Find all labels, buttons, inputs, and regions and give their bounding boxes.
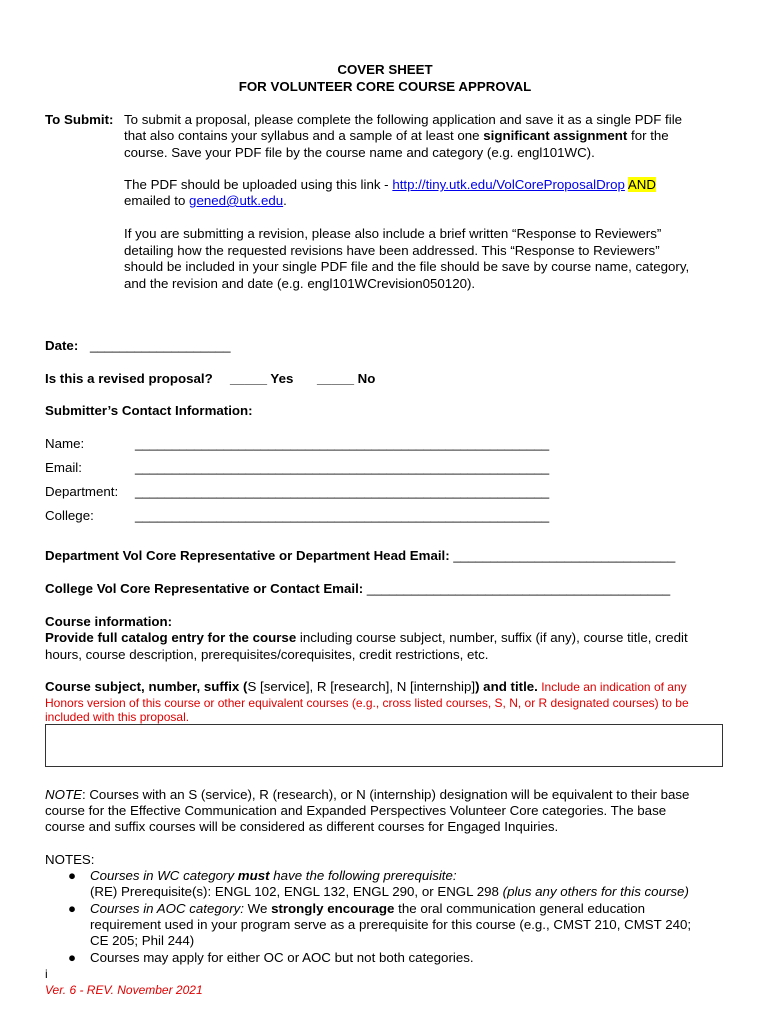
revised-yes-option[interactable]: _____ Yes — [230, 371, 294, 386]
notes-item1-line1 — [90, 868, 457, 884]
notes-item2-line1 — [90, 901, 645, 917]
submit-p2-line2 — [124, 193, 287, 209]
submit-p3-line2: detailing how the requested revisions have been addressed. This “Response to Reviewers” — [124, 243, 660, 258]
course-subject-designations: S [service], R [research], N [internship] — [247, 679, 476, 694]
notes-item2-we: We — [243, 901, 272, 916]
course-subject-bold: Course subject, number, suffix ( — [45, 679, 248, 694]
college-label: College: — [45, 508, 94, 523]
and-highlight: AND — [627, 177, 656, 192]
revised-no-option[interactable]: _____ No — [317, 371, 376, 386]
course-subject-title-bold: ) and title. — [475, 679, 538, 694]
college-rep-row — [45, 581, 670, 597]
bullet-icon: ● — [68, 901, 77, 916]
honors-note-line3: included with this proposal. — [45, 710, 190, 724]
submit-p1-line2-text: that also contains your syllabus and a sample of at least one — [124, 128, 484, 143]
email-field[interactable]: ________________________________________________________ — [135, 460, 550, 475]
emailed-to-period: . — [283, 193, 287, 208]
catalog-rest-text: including course subject, number, suffix (if any), course title, credit — [296, 630, 688, 645]
course-subject-line1 — [45, 679, 687, 695]
gened-email-link[interactable]: gened@utk.edu — [189, 193, 284, 208]
notes-item2-line3: CE 205; Phil 244) — [90, 933, 195, 948]
department-field[interactable]: ________________________________________________________ — [135, 484, 550, 499]
notes-item1-line2 — [90, 884, 689, 900]
notes-item2-category: Courses in AOC category: — [90, 901, 244, 916]
notes-item2-strongly-encourage: strongly encourage — [271, 901, 395, 916]
revised-proposal-label: Is this a revised proposal? — [45, 371, 213, 386]
version-footer: Ver. 6 - REV. November 2021 — [45, 983, 203, 997]
title-line-2: FOR VOLUNTEER CORE COURSE APPROVAL — [238, 79, 532, 94]
notes-item2-tail: the oral communication general education — [394, 901, 646, 916]
department-label: Department: — [45, 484, 119, 499]
dept-rep-row — [45, 548, 675, 564]
emailed-to-text: emailed to — [124, 193, 190, 208]
name-label: Name: — [45, 436, 85, 451]
bullet-icon: ● — [68, 868, 77, 883]
note-label: NOTE — [45, 787, 82, 802]
to-submit-label: To Submit: — [45, 112, 114, 127]
notes-item1-tail: have the following prerequisite: — [269, 868, 457, 883]
honors-note-line2: Honors version of this course or other equivalent courses (e.g., cross listed courses, S, N, or R designated courses) to be — [45, 696, 689, 710]
notes-item1-prereqs: (RE) Prerequisite(s): ENGL 102, ENGL 132, ENGL 290, or ENGL 298 — [90, 884, 503, 899]
notes-item2-line2: requirement used in your program serve as a prerequisite for this course (e.g., CMST 210, CMST 240; — [90, 917, 692, 932]
date-field[interactable]: ___________________ — [90, 338, 231, 353]
note-line3: course and suffix courses will be considered as different courses for Engaged Inquiries. — [45, 819, 559, 834]
catalog-line1 — [45, 630, 688, 646]
submit-p1-line2-tail: for the — [627, 128, 669, 143]
submit-p1-line1: To submit a proposal, please complete the following application and save it as a single PDF file — [124, 112, 683, 127]
submit-p3-line1: If you are submitting a revision, please also include a brief written “Response to Reviewers” — [124, 226, 662, 241]
catalog-bold-text: Provide full catalog entry for the course — [45, 630, 297, 645]
note-line1-text: : Courses with an S (service), R (research), or N (internship) designation will be equivalent to their base — [81, 787, 690, 802]
email-label: Email: — [45, 460, 82, 475]
submit-p1-line2 — [124, 128, 669, 144]
submit-p2-line1 — [124, 177, 656, 193]
dept-rep-label: Department Vol Core Representative or Department Head Email: — [45, 548, 454, 563]
significant-assignment-text: significant assignment — [483, 128, 628, 143]
date-label: Date: — [45, 338, 79, 353]
course-info-heading: Course information: — [45, 614, 173, 629]
upload-link[interactable]: http://tiny.utk.edu/VolCoreProposalDrop — [392, 177, 625, 192]
college-field[interactable]: ________________________________________________________ — [135, 508, 550, 523]
name-field[interactable]: ________________________________________________________ — [135, 436, 550, 451]
upload-instruction-text: The PDF should be uploaded using this link - — [124, 177, 393, 192]
submit-p1-line3: course. Save your PDF file by the course name and category (e.g. engl101WC). — [124, 145, 595, 160]
dept-rep-email-field[interactable]: ______________________________ — [453, 548, 676, 563]
honors-note-red: Include an indication of any — [537, 680, 687, 694]
note-line2: course for the Effective Communication and Expanded Perspectives Volunteer Core categories. The base — [45, 803, 667, 818]
course-subject-input-box[interactable] — [45, 724, 723, 767]
title-line-1: COVER SHEET — [337, 62, 433, 77]
notes-heading: NOTES: — [45, 852, 95, 867]
note-line1 — [45, 787, 689, 803]
submit-p3-line3: should be included in your single PDF file and the file should be save by course name, category, — [124, 259, 690, 274]
notes-item3: Courses may apply for either OC or AOC but not both categories. — [90, 950, 474, 965]
notes-item1-text: Courses in WC category — [90, 868, 238, 883]
contact-info-heading: Submitter’s Contact Information: — [45, 403, 253, 418]
bullet-icon: ● — [68, 950, 77, 965]
notes-item1-plus-others: (plus any others for this course) — [502, 884, 689, 899]
catalog-line2: hours, course description, prerequisites/corequisites, credit restrictions, etc. — [45, 647, 489, 662]
college-rep-email-field[interactable]: _________________________________________ — [366, 581, 671, 596]
notes-item1-must: must — [237, 868, 270, 883]
page-marker: i — [45, 967, 48, 981]
submit-p3-line4: and the revision and date (e.g. engl101WCrevision050120). — [124, 276, 476, 291]
college-rep-label: College Vol Core Representative or Contact Email: — [45, 581, 367, 596]
